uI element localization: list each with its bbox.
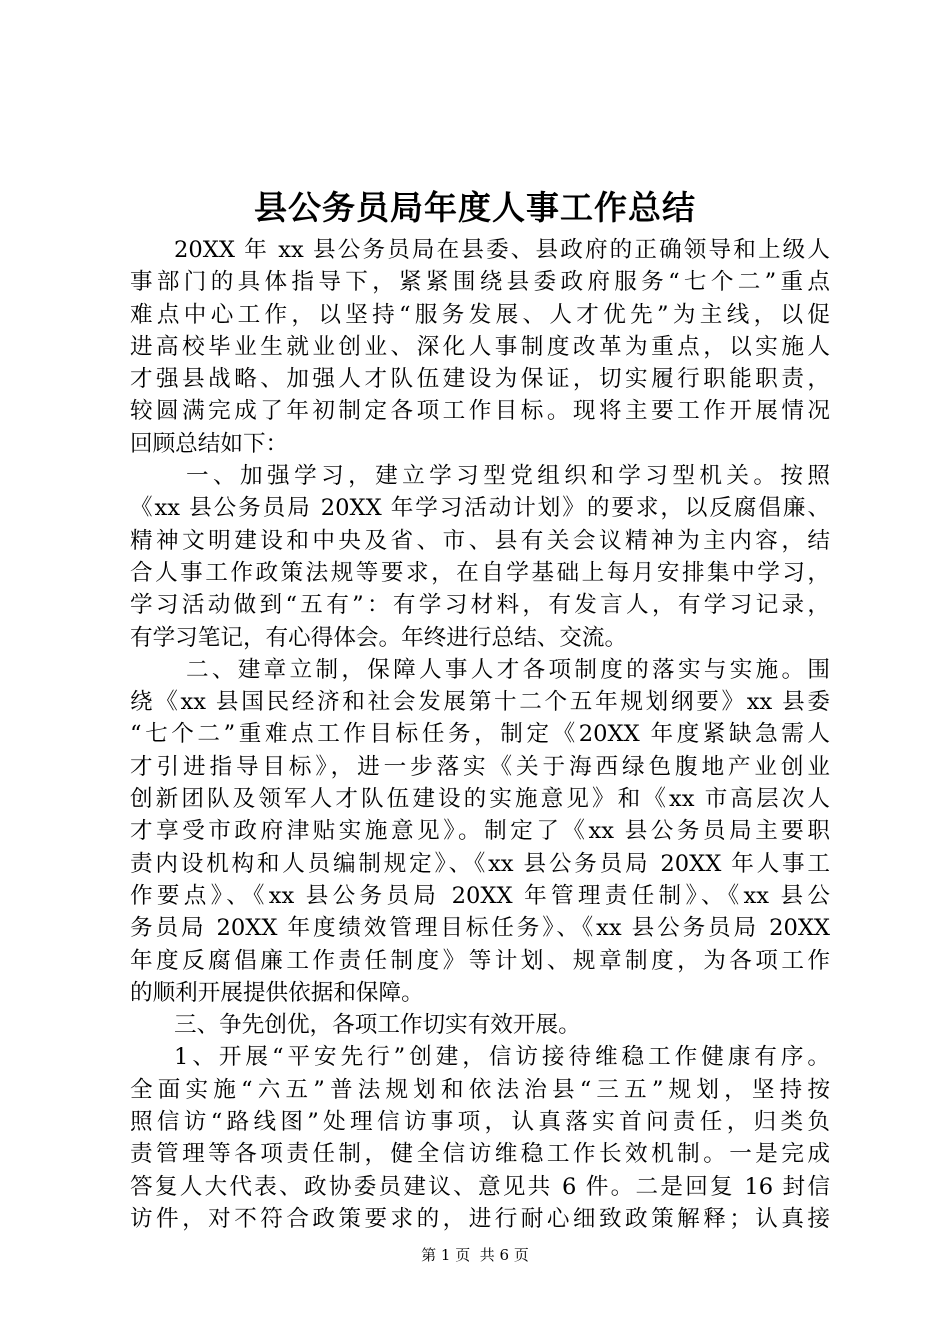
text-line: 责管理等各项责任制，健全信访维稳工作长效机制。一是完成 <box>130 1141 830 1168</box>
text-line: 进高校毕业生就业创业、深化人事制度改革为重点，以实施人 <box>130 333 830 360</box>
text-line: 才享受市政府津贴实施意见》。制定了《xx 县公务员局主要职 <box>130 818 830 845</box>
text-line: 的顺利开展提供依据和保障。 <box>130 979 424 1006</box>
text-line: 学习活动做到“五有”：有学习材料，有发言人，有学习记录， <box>130 592 830 619</box>
text-line: 精神文明建设和中央及省、市、县有关会议精神为主内容，结 <box>130 527 830 554</box>
text-line: 1、开展“平安先行”创建，信访接待维稳工作健康有序。 <box>174 1044 830 1071</box>
text-line: 全面实施“六五”普法规划和依法治县“三五”规划，坚持按 <box>130 1076 830 1103</box>
text-line: 作要点》、《xx 县公务员局 20XX 年管理责任制》、《xx 县公 <box>130 882 830 909</box>
text-line: “七个二”重难点工作目标任务，制定《20XX 年度紧缺急需人 <box>130 721 830 748</box>
document-title: 县公务员局年度人事工作总结 <box>254 188 696 227</box>
text-line: 才引进指导目标》，进一步落实《关于海西绿色腹地产业创业 <box>130 753 830 780</box>
text-line: 20XX 年 xx 县公务员局在县委、县政府的正确领导和上级人 <box>174 237 830 263</box>
text-line: 绕《xx 县国民经济和社会发展第十二个五年规划纲要》xx 县委 <box>130 689 830 716</box>
section-heading: 三、争先创优，各项工作切实有效开展。 <box>174 1012 581 1039</box>
text-line: 难点中心工作，以坚持“服务发展、人才优先”为主线，以促 <box>130 301 830 328</box>
text-line: 较圆满完成了年初制定各项工作目标。现将主要工作开展情况 <box>130 398 830 425</box>
text-line: 二、建章立制，保障人事人才各项制度的落实与实施。围 <box>186 656 830 683</box>
text-line: 责内设机构和人员编制规定》、《xx 县公务员局 20XX 年人事工 <box>130 850 830 877</box>
text-line: 照信访“路线图”处理信访事项，认真落实首问责任，归类负 <box>130 1109 830 1136</box>
text-line: 合人事工作政策法规等要求，在自学基础上每月安排集中学习， <box>130 559 830 586</box>
text-line: 年度反腐倡廉工作责任制度》等计划、规章制度，为各项工作 <box>130 947 830 974</box>
text-line: 才强县战略、加强人才队伍建设为保证，切实履行职能职责， <box>130 366 830 393</box>
text-line: 访件，对不符合政策要求的，进行耐心细致政策解释；认真接 <box>130 1205 830 1232</box>
text-line: 务员局 20XX 年度绩效管理目标任务》、《xx 县公务员局 20XX <box>130 915 830 942</box>
text-line: 有学习笔记，有心得体会。年终进行总结、交流。 <box>130 624 628 651</box>
text-line: 答复人大代表、政协委员建议、意见共 6 件。二是回复 16 封信 <box>130 1173 830 1200</box>
text-line: 回顾总结如下： <box>130 430 289 457</box>
page-number-footer: 第 1 页 共 6 页 <box>421 1246 529 1264</box>
text-line: 事部门的具体指导下，紧紧围绕县委政府服务“七个二”重点 <box>130 269 830 296</box>
text-line: 一、加强学习，建立学习型党组织和学习型机关。按照 <box>186 463 830 490</box>
document-body <box>130 234 830 1235</box>
text-line: 创新团队及领军人才队伍建设的实施意见》和《xx 市高层次人 <box>130 786 830 813</box>
text-line: 《xx 县公务员局 20XX 年学习活动计划》的要求，以反腐倡廉、 <box>130 495 830 522</box>
